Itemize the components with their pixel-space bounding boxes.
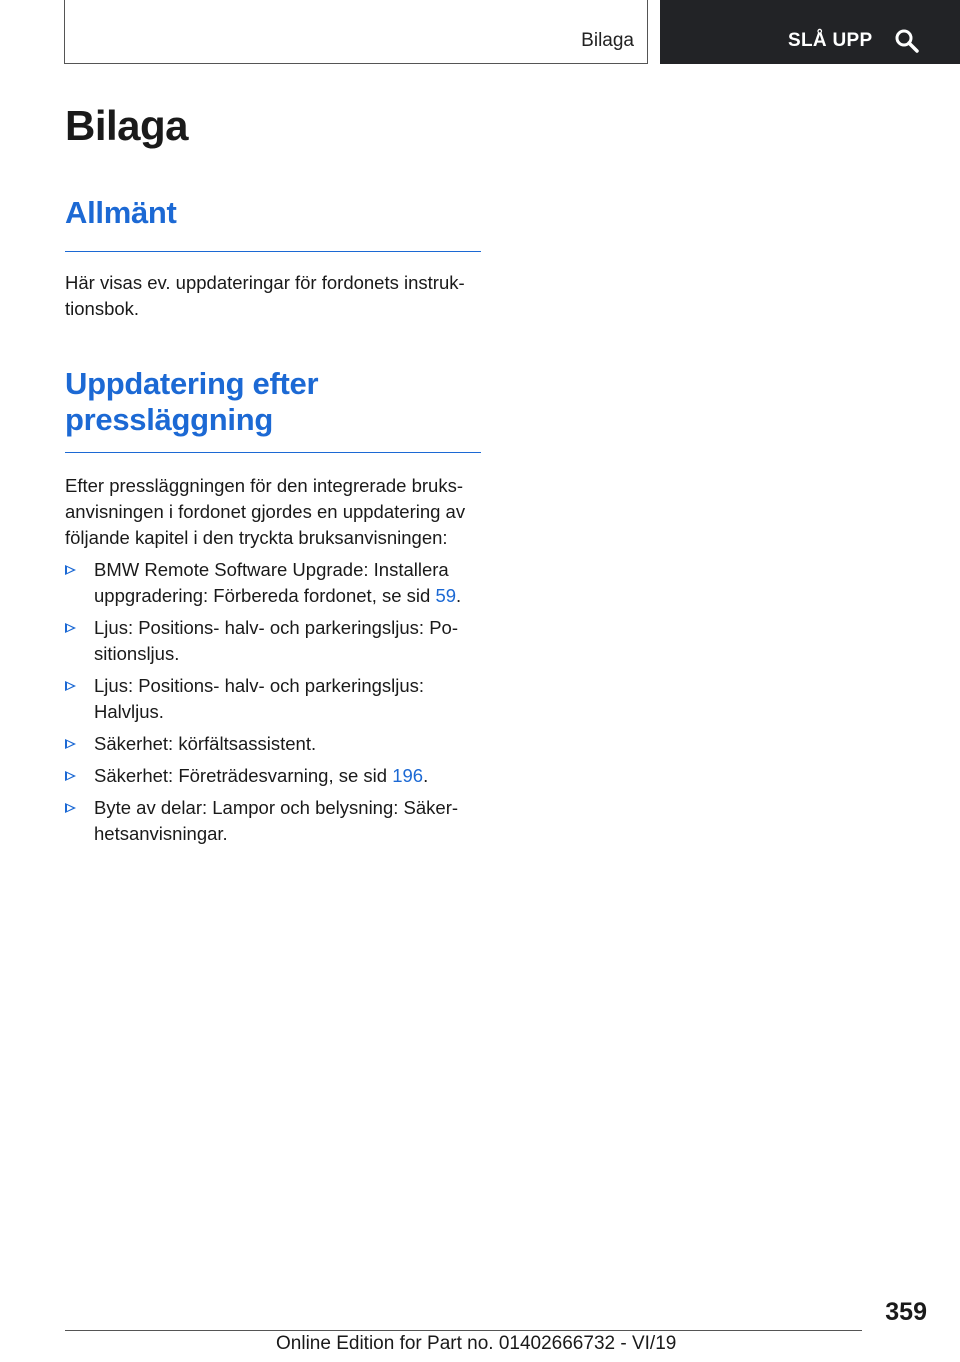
list-item — [65, 557, 481, 609]
list-item-text: Säkerhet: körfältsassistent. — [94, 733, 317, 754]
header-section-title: Bilaga — [581, 30, 634, 51]
triangle-bullet-icon — [65, 771, 76, 781]
triangle-bullet-icon — [65, 565, 76, 575]
section-paragraph: Här visas ev. uppdateringar för fordonets instruk-tionsbok. — [65, 272, 465, 319]
main-content — [65, 100, 481, 853]
page-title: Bilaga — [65, 102, 189, 149]
footer-divider — [65, 1330, 862, 1331]
list-item — [65, 731, 481, 757]
search-icon — [894, 28, 920, 54]
triangle-bullet-icon — [65, 681, 76, 691]
page-number: 359 — [885, 1298, 927, 1326]
footer-edition: Online Edition for Part no. 01402666732 - VI/19 — [276, 1333, 677, 1354]
section-title-line: pressläggning — [65, 402, 273, 437]
list-item-text: Byte av delar: Lampor och belysning: Säker-hetsanvisningar. — [94, 797, 459, 844]
list-item-suffix: . — [456, 585, 462, 606]
list-item — [65, 673, 481, 725]
list-item-text: Säkerhet: Företrädesvarning, se sid — [94, 765, 393, 786]
page-reference-link[interactable]: 196 — [392, 765, 424, 786]
triangle-bullet-icon — [65, 803, 76, 813]
section-paragraph: Efter pressläggningen för den integrerade bruks-anvisningen i fordonet gjordes en uppdatering av följande kapitel i den tryckta bruksanvisningen: — [65, 475, 466, 548]
update-list — [65, 557, 481, 847]
section-title-line: Uppdatering efter — [65, 366, 319, 401]
header-section-box — [64, 0, 648, 64]
triangle-bullet-icon — [65, 623, 76, 633]
section-title-update — [65, 366, 481, 438]
search-label: SLÅ UPP — [788, 30, 873, 51]
search-button[interactable] — [660, 0, 960, 64]
list-item — [65, 615, 481, 667]
list-item — [65, 795, 481, 847]
list-item — [65, 763, 481, 789]
list-item-text: Ljus: Positions- halv- och parkeringsljus: Po-sitionsljus. — [94, 617, 458, 664]
list-item-text: Ljus: Positions- halv- och parkeringsljus: Halvljus. — [94, 675, 425, 722]
triangle-bullet-icon — [65, 739, 76, 749]
list-item-suffix: . — [423, 765, 429, 786]
section-title-general: Allmänt — [65, 195, 177, 230]
page-reference-link[interactable]: 59 — [435, 585, 457, 606]
list-item-text: BMW Remote Software Upgrade: Installera uppgradering: Förbereda fordonet, se sid — [94, 559, 449, 606]
